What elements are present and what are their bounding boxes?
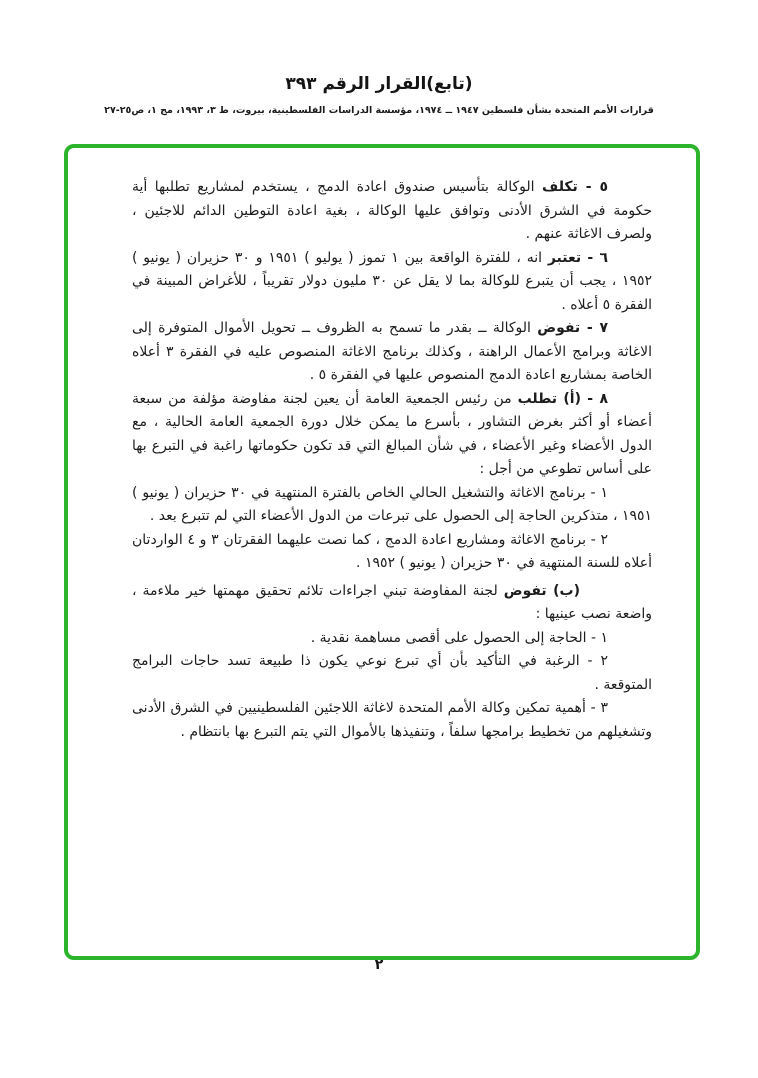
para-text: برنامج الاغاثة والتشغيل الحالي الخاص بالفترة المنتهية في ٣٠ حزيران ( يونيو ) ١٩٥١ ، متذكرين الحاجة إلى الحصول على تبرعات من الدول الأعضاء التي لم تتبرع بعد . (132, 484, 652, 524)
para-text: الحاجة إلى الحصول على أقصى مساهمة نقدية . (310, 629, 587, 646)
para-number: ٨ - (أ) (557, 390, 608, 407)
para-8b (132, 580, 652, 627)
para-8a-item-1 (132, 482, 652, 529)
para-5 (132, 176, 652, 247)
para-8a (132, 388, 652, 482)
content-border-box (64, 144, 700, 960)
para-number: ٢ - (579, 653, 608, 669)
para-keyword: تطلب (517, 390, 558, 407)
para-number: ٧ - (580, 320, 609, 336)
para-keyword: تفوض (537, 320, 581, 336)
para-7 (132, 317, 652, 388)
para-keyword: تعتبر (547, 249, 582, 266)
para-6 (132, 247, 652, 318)
resolution-text-block (132, 176, 652, 744)
para-number: ٢ - (586, 531, 609, 548)
page-title: (تابع)القرار الرقم ٣٩٣ (285, 74, 473, 94)
para-text: انه ، للفترة الواقعة بين ١ تموز ( يوليو ) ١٩٥١ و ٣٠ حزيران ( يونيو ) ١٩٥٢ ، يجب أن يتبرع للوكالة بما لا يقل عن ٣٠ مليون دولار تقريباً ، للأغراض المبينة في الفقرة ٥ أعلاه . (132, 249, 652, 313)
para-text: الوكالة بتأسيس صندوق اعادة الدمج ، يستخدم لمشاريع تطلبها أية حكومة في الشرق الأدنى وتوافق عليها الوكالة ، بغية اعادة التوطين الدائم للاجئين ، ولصرف الاغاثة عنهم . (132, 179, 652, 242)
para-text: لجنة المفاوضة تبني اجراءات تلائم تحقيق مهمتها خير ملاءمة ، واضعة نصب عينيها : (132, 582, 652, 622)
para-8b-item-3 (132, 697, 652, 744)
para-number: ٣ - (585, 700, 609, 716)
para-text: الرغبة في التأكيد بأن أي تبرع نوعي يكون ذا طبيعة تسد حاجات البرامج المتوقعة . (132, 653, 652, 693)
page-number: ٢ (374, 957, 384, 973)
para-8a-item-2 (132, 529, 652, 576)
para-number: ٥ - (577, 179, 609, 195)
para-text: من رئيس الجمعية العامة أن يعين لجنة مفاوضة مؤلفة من سبعة أعضاء أو أكثر بغرض التشاور ، بأسرع ما يمكن خلال دورة الجمعية العامة الحالية ، مع الدول الأعضاء وغير الأعضاء ، في شأن المبالغ التي قد تكون حكوماتها راغبة في التبرع بها على أساس تطوعي من أجل : (132, 390, 652, 477)
para-8b-item-1 (132, 627, 652, 651)
para-8b-item-2 (132, 650, 652, 697)
para-text: برنامج الاغاثة ومشاريع اعادة الدمج ، كما نصت عليهما الفقرتان ٣ و ٤ الواردتان أعلاه للسنة المنتهية في ٣٠ حزيران ( يونيو ) ١٩٥٢ . (132, 531, 652, 571)
para-keyword: تكلف (542, 179, 578, 195)
para-number: (ب) (546, 582, 580, 599)
para-number: ٦ - (581, 249, 608, 266)
document-header (0, 74, 758, 116)
para-text: الوكالة ــ بقدر ما تسمح به الظروف ــ تحويل الأموال المتوفرة إلى الاغاثة وبرامج الأعمال الراهنة ، وكذلك برنامج الاغاثة المنصوص عليه في الفقرة ٣ أعلاه الخاصة بمشاريع اعادة الدمج المنصوص عليها في الفقرة ٥ . (132, 320, 652, 383)
para-number: ١ - (585, 484, 608, 501)
source-citation-line: قرارات الأمم المتحدة بشأن فلسطين ١٩٤٧ ــ ١٩٧٤، مؤسسة الدراسات الفلسطينية، بيروت، ط ٣، ١٩٩٣، مج ١، ص٢٥-٢٧ (104, 105, 654, 116)
para-keyword: تفوض (503, 582, 547, 599)
para-text: أهمية تمكين وكالة الأمم المتحدة لاغاثة اللاجئين الفلسطينيين في الشرق الأدنى وتشغيلهم من تخطيط برامجها سلفاً ، وتنفيذها بالأموال التي يتم التبرع بها بانتظام . (132, 700, 652, 740)
para-number: ١ - (586, 629, 608, 646)
